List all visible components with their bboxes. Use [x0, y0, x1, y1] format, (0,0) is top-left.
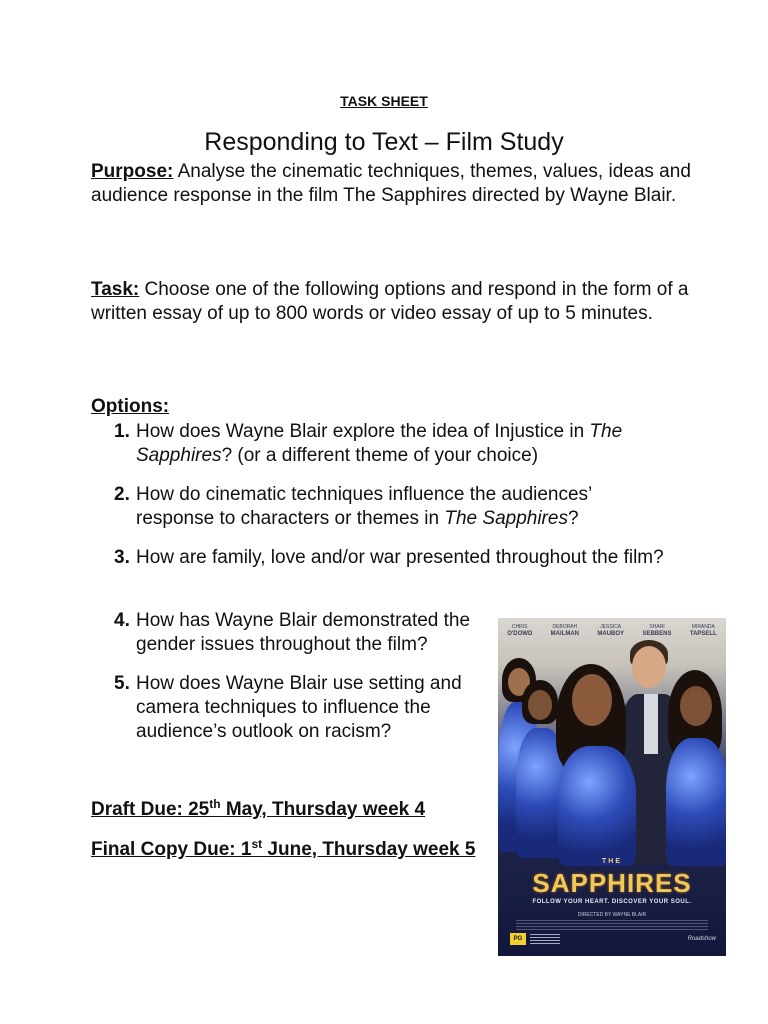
option-4: 4. How has Wayne Blair demonstrated the gender issues throughout the film?	[114, 610, 471, 655]
option-number: 1.	[114, 421, 130, 442]
option-number: 4.	[114, 610, 130, 631]
option-1: 1. How does Wayne Blair explore the idea of Injustice in The Sapphires? (or a different theme of your choice)	[114, 421, 623, 466]
purpose-text: Analyse the cinematic techniques, themes, values, ideas and audience response in the film The Sapphires directed by Wayne Blair.	[91, 161, 691, 206]
option-number: 3.	[114, 547, 130, 568]
cast-name: JESSICA MAUBOY	[597, 624, 625, 637]
options-heading: Options:	[91, 396, 170, 417]
poster-cast-names	[498, 624, 726, 638]
film-title-italic: The Sapphires	[136, 421, 623, 466]
rating-advice	[530, 934, 560, 944]
purpose-paragraph	[91, 160, 691, 208]
option-5: 5. How does Wayne Blair use setting and camera techniques to influence the audience’s outlook on racism?	[114, 673, 462, 742]
cast-name: SHARI SEBBENS	[642, 624, 672, 637]
studio-logo: Roadshow	[687, 936, 716, 942]
poster-tagline: FOLLOW YOUR HEART. DISCOVER YOUR SOUL.	[532, 899, 692, 905]
final-due-date: Final Copy Due: 1st June, Thursday week 5	[91, 837, 476, 860]
cast-name: DEBORAH MAILMAN	[550, 624, 579, 637]
rating-badge: PG	[510, 933, 526, 945]
poster-title: SAPPHIRES	[532, 868, 692, 898]
cast-name: CHRIS O'DOWD	[507, 624, 533, 637]
option-number: 2.	[114, 484, 130, 505]
purpose-label: Purpose:	[91, 161, 174, 182]
film-title-italic: The Sapphires	[444, 508, 568, 529]
task-text: Choose one of the following options and respond in the form of a written essay of up to 800 words or video essay of up to 5 minutes.	[91, 279, 689, 324]
cast-name: MIRANDA TAPSELL	[689, 624, 717, 637]
page-title: Responding to Text – Film Study	[204, 128, 564, 156]
poster-the: THE	[602, 858, 622, 865]
option-2: 2. How do cinematic techniques influence the audiences’ response to characters or themes in The Sapphires?	[114, 484, 592, 529]
option-number: 5.	[114, 673, 130, 694]
draft-due-date: Draft Due: 25th May, Thursday week 4	[91, 797, 426, 820]
poster-credits-block	[516, 920, 708, 932]
poster-director-credit: DIRECTED BY WAYNE BLAIR	[577, 912, 647, 918]
option-3: 3. How are family, love and/or war presented throughout the film?	[114, 547, 664, 568]
sheet-label: TASK SHEET	[340, 93, 428, 109]
film-poster-image	[498, 618, 726, 956]
task-paragraph	[91, 278, 691, 326]
task-label: Task:	[91, 279, 140, 300]
